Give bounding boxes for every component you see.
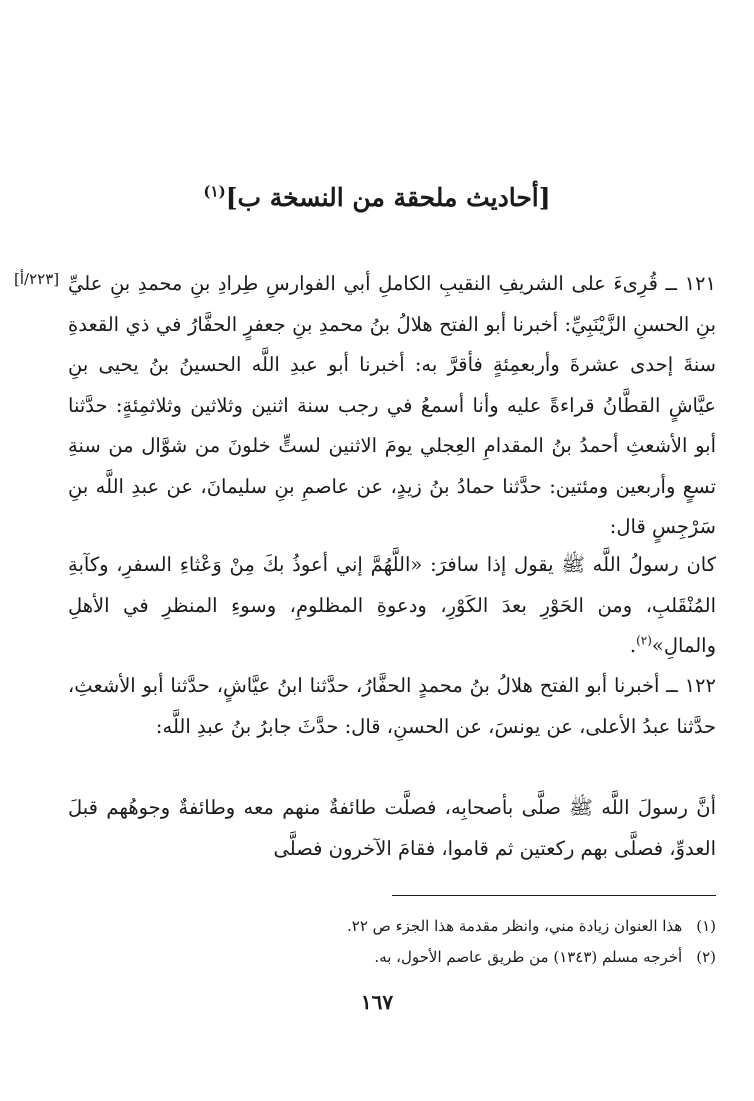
paragraph-text: كان رسولُ اللَّه ﷺ يقول إذا سافرَ: «اللَّهُمَّ إني أعوذُ بكَ مِنْ وَعْثاءِ السفرِ، وكآبةِ المُنْقَلبِ، ومن الحَوْرِ بعدَ الكَوْرِ، ودعوةِ المظلومِ، وسوءِ المنظرِ في الأهلِ والمالِ» bbox=[68, 553, 716, 657]
paragraph-text: ١٢١ ــ قُرِىءَ على الشريفِ النقيبِ الكاملِ أبي الفوارسِ طِرادِ بنِ محمدِ بنِ عليِّ بنِ الحسنِ الزَّيْنَبِيِّ: أخبرنا أبو الفتح هلالُ بنُ محمدِ بنِ جعفرٍ الحفَّارُ في ذي القعدةِ سنةَ إحدى عشرةَ وأربعمِئةٍ فأقرَّ به: أخبرنا أبو عبدِ اللَّه الحسينُ بنُ يحيى بنِ عيَّاشٍ القطَّانُ قراءةً عليه وأنا أسمعُ في رجب سنة اثنين وثلاثين وثلاثمِئةٍ: حدَّثنا أبو الأشعثِ أحمدُ بنُ المقدامِ العِجلي يومَ الاثنين لستٍّ خلونَ من شوَّال من سنةِ تسعٍ وأربعين ومئتين: حدَّثنا حمادُ بنُ زيدٍ، عن عاصمِ بنِ سليمانَ، عن عبدِ اللَّه بنِ سَرْجِسٍ قال: bbox=[68, 272, 716, 538]
footnote-ref-2: (٢) bbox=[636, 633, 652, 648]
paragraph-text: أنَّ رسولَ اللَّه ﷺ صلَّى بأصحابِه، فصلَّت طائفةٌ منهم معه وطائفةٌ وجوهُهم قبلَ العدوِّ، فصلَّى بهم ركعتين ثم قاموا، فقامَ الآخرون فصلَّى bbox=[68, 796, 716, 860]
footnote-text: هذا العنوان زيادة مني، وانظر مقدمة هذا الجزء ص ٢٢. bbox=[347, 917, 683, 935]
page-number: ١٦٧ bbox=[360, 990, 394, 1014]
hadith-121-isnad bbox=[68, 264, 716, 548]
manuscript-folio-marker: [٢٢٣/أ] bbox=[14, 270, 60, 288]
section-title bbox=[0, 178, 754, 218]
title-footnote-ref: (١) bbox=[203, 182, 226, 201]
footnote-number: (٢) bbox=[696, 948, 716, 966]
footnote-text: أخرجه مسلم (١٣٤٣) من طريق عاصم الأحول، به. bbox=[374, 948, 683, 966]
footnote-divider bbox=[392, 895, 716, 896]
paragraph-text: ١٢٢ ــ أخبرنا أبو الفتح هلالُ بنُ محمدٍ الحفَّارُ، حدَّثنا ابنُ عيَّاشٍ، حدَّثنا أبو الأشعثِ، حدَّثنا عبدُ الأعلى، عن يونسَ، عن الحسنِ، قال: حدَّثَ جابرُ بنُ عبدِ اللَّه: bbox=[68, 674, 716, 738]
hadith-122-isnad bbox=[68, 666, 716, 747]
footnotes bbox=[68, 911, 716, 973]
section-title-text: [أحاديث ملحقة من النسخة ب] bbox=[225, 183, 551, 212]
footnote-2 bbox=[68, 942, 716, 973]
hadith-121-matn: كان رسولُ اللَّه ﷺ يقول إذا سافرَ: «اللَّهُمَّ إني أعوذُ بكَ مِنْ وَعْثاءِ السفرِ، وكآبةِ المُنْقَلبِ، ومن الحَوْرِ بعدَ الكَوْرِ، ودعوةِ المظلومِ، وسوءِ المنظرِ في الأهلِ والمالِ»$^{(٢)}$. bbox=[68, 553, 716, 657]
footnote-1 bbox=[68, 911, 716, 942]
hadith-122-matn bbox=[68, 788, 716, 869]
footnote-number: (١) bbox=[696, 917, 716, 935]
